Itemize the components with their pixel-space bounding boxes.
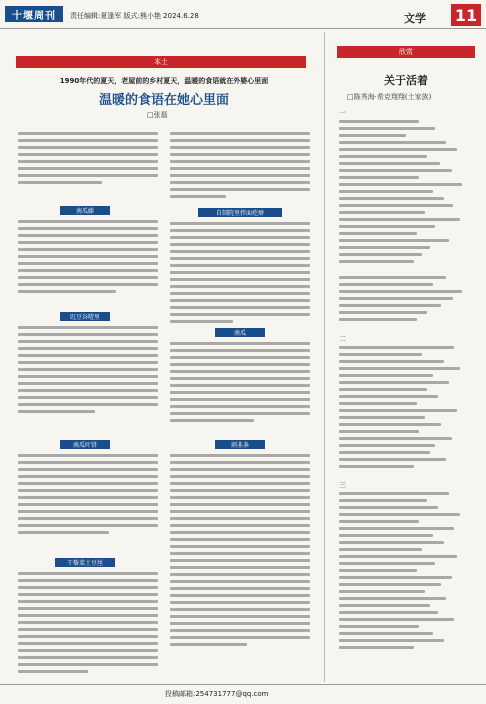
poem-lines xyxy=(339,492,473,653)
header-divider xyxy=(0,28,486,29)
text-block xyxy=(18,572,158,677)
text-block xyxy=(170,454,310,650)
section-heading: 南瓜 xyxy=(215,328,265,337)
submission-email: 投稿邮箱:254731777@qq.com xyxy=(165,690,269,698)
poem-lines xyxy=(339,346,473,472)
section-title: 文学 xyxy=(404,12,426,25)
stanza-marker: 三 xyxy=(339,481,346,489)
poem-title: 关于活着 xyxy=(384,74,428,87)
section-heading: 干藜菜土豆丝 xyxy=(55,558,115,567)
section-heading: 豇豆谷喳里 xyxy=(60,312,110,321)
poem-lines xyxy=(339,276,473,325)
article-title: 温暖的食语在她心里面 xyxy=(98,93,229,108)
text-block xyxy=(170,132,310,202)
column-divider xyxy=(324,32,325,682)
page-footer xyxy=(0,684,486,704)
section-heading: 割韭条 xyxy=(215,440,265,449)
text-block xyxy=(18,220,158,297)
article-subhead: 1990年代的夏天，老屋前的乡村夏天，温暖的食语就在外婆心里面 xyxy=(59,77,269,85)
page-header xyxy=(0,0,486,30)
poem-lines xyxy=(339,120,473,267)
poem-author: □陈秀海·希克翔翔(土家族) xyxy=(347,93,432,101)
stanza-marker: 一 xyxy=(339,109,346,117)
editor-info: 责任编辑:夏逢军 版式:熊小艳 2024.6.28 xyxy=(70,12,199,20)
column-tag-bar: 本土 xyxy=(16,56,306,68)
section-heading: 南瓜藤 xyxy=(60,206,110,215)
text-block xyxy=(18,132,158,188)
stanza-marker: 二 xyxy=(339,335,346,343)
newspaper-logo: 十堰周刊 xyxy=(5,6,63,22)
column-tag-bar: 欣赏 xyxy=(337,46,475,58)
page-number: 11 xyxy=(451,4,481,26)
section-heading: 自制院里拌面疙瘩 xyxy=(198,208,282,217)
text-block xyxy=(18,326,158,417)
text-block xyxy=(18,454,158,538)
text-block xyxy=(170,222,310,327)
article-author: □张磊 xyxy=(147,111,168,119)
section-heading: 南瓜叶饼 xyxy=(60,440,110,449)
text-block xyxy=(170,342,310,426)
